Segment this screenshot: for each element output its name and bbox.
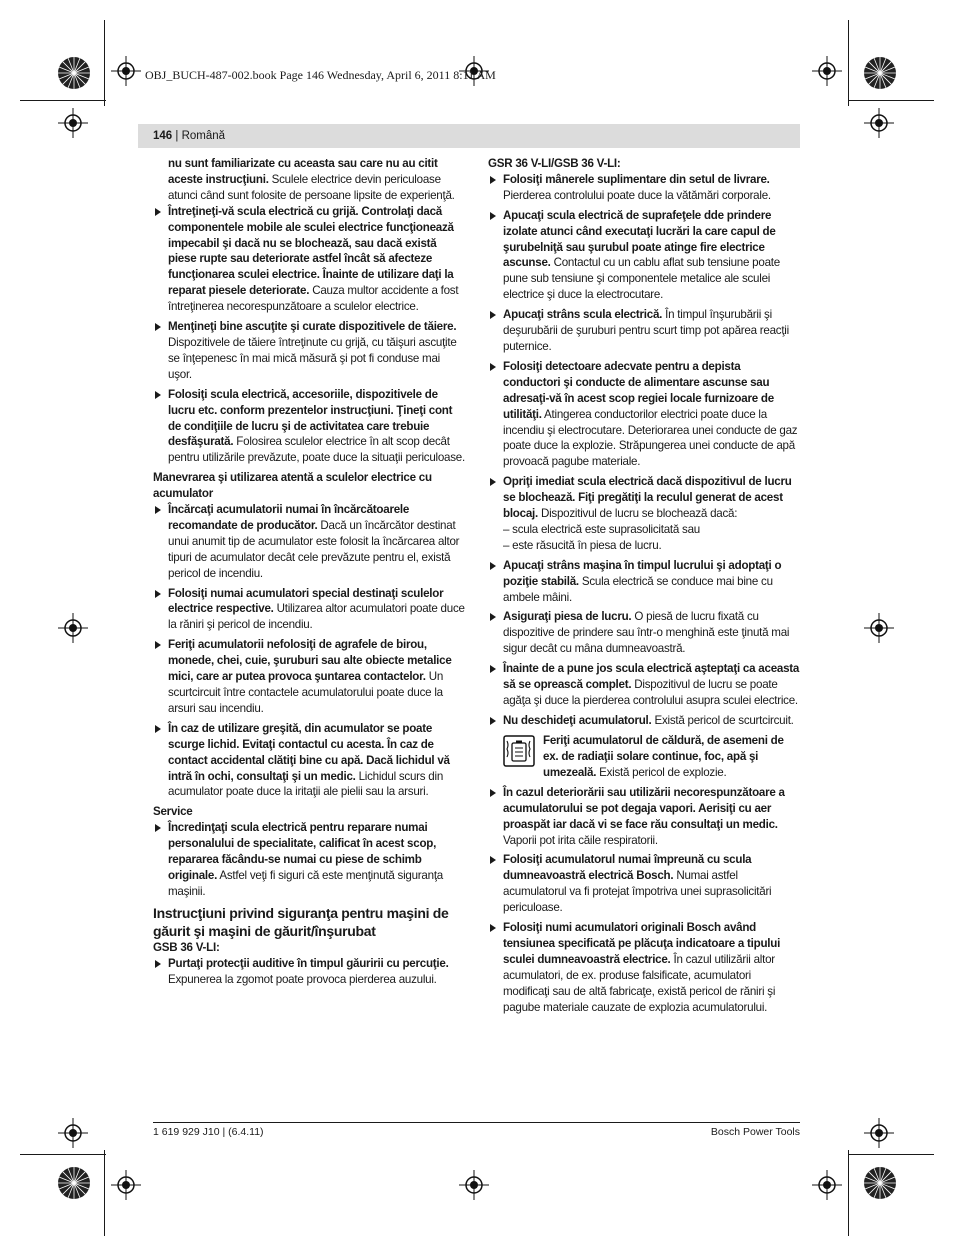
dash-item: – scula electrică este suprasolicitată sau	[503, 522, 701, 536]
registration-crosshair-icon	[111, 56, 141, 86]
bullet-icon	[155, 960, 161, 968]
registration-crosshair-icon	[58, 108, 88, 138]
bullet-icon	[490, 717, 496, 725]
registration-crosshair-icon	[812, 56, 842, 86]
battery-heat-warning-icon	[503, 735, 535, 767]
registration-rosette-icon	[57, 56, 91, 90]
header-separator: |	[172, 130, 182, 142]
list-item: Apucaţi strâns scula electrică. În timpul înşurubării şi deşurubării de şuruburi pentru scurt timp pot apărea reacţii puternice.	[488, 307, 800, 355]
bullet-icon	[155, 641, 161, 649]
list-item: Înainte de a pune jos scula electrică aşteptaţi ca aceasta să se oprească complet. Dispozitivul de lucru se poate agăţa şi duce la pierderea controlului asupra sculei electrice.	[488, 661, 800, 709]
bullet-icon	[490, 478, 496, 486]
bullet-icon	[490, 924, 496, 932]
list-item: Folosiţi scula electrică, accesoriile, dispozitivele de lucru etc. conform prezentelor instrucţiuni. Ţineţi cont de condiţiile de lucru şi de activitatea care trebuie desfăşurată. Folosirea sculelor electrice în alt scop decât pentru utilizările prevăzute, poate duce la situaţii periculoase.	[153, 387, 465, 467]
list-item: Apucaţi scula electrică de suprafeţele dde prindere izolate atunci când executaţi lucrări la care capul de şurubelniţă sau şurubul poate atinge fire electrice ascunse. Contactul cu un cablu aflat sub tensiune poate pune sub tensiune şi componentele metalice ale sculei electrice şi duce la electrocutare.	[488, 208, 800, 303]
header-language: Română	[181, 130, 226, 142]
registration-rosette-icon	[863, 56, 897, 90]
bullet-icon	[490, 856, 496, 864]
heat-warning: Feriţi acumulatorul de căldură, de asemeni de ex. de radiaţii solare continue, foc, apă şi umezeală. Există pericol de explozie.	[488, 733, 800, 781]
list-item: Încredinţaţi scula electrică pentru reparare numai personalului de specialitate, calificat în acest scop, repararea făcându-se numai cu piese de schimb originale. Astfel veţi fi siguri că este menţinută siguranţa maşinii.	[153, 820, 465, 900]
bullet-icon	[490, 176, 496, 184]
section-heading-battery: Manevrarea şi utilizarea atentă a sculelor electrice cu acumulator	[153, 471, 432, 501]
bullet-icon	[490, 562, 496, 570]
bullet-icon	[490, 613, 496, 621]
dash-item: – este răsucită în piesa de lucru.	[503, 538, 662, 552]
list-item: Feriţi acumulatorii nefolosiţi de agrafele de birou, monede, chei, cuie, şuruburi sau alte obiecte metalice mici, care ar putea provoca şuntarea contactelor. Un scurtcircuit între contactele acumulatorului poate duce la arsuri sau incendiu.	[153, 637, 465, 717]
bullet-icon	[490, 212, 496, 220]
registration-crosshair-icon	[459, 1170, 489, 1200]
registration-crosshair-icon	[812, 1170, 842, 1200]
bullet-icon	[490, 789, 496, 797]
list-item: Folosiţi mânerele suplimentare din setul de livrare. Pierderea controlului poate duce la vătămări corporale.	[488, 172, 800, 204]
list-item: Purtaţi protecţii auditive în timpul găuririi cu percuţie. Expunerea la zgomot poate provoca pierderea auzului.	[153, 956, 465, 988]
list-item: Întreţineţi-vă scula electrică cu grijă. Controlaţi dacă componentele mobile ale sculei electrice funcţionează impecabil şi dacă nu se blochează, sau dacă există piese rupte sau deteriorate astfel încât să afecteze funcţionarea sculei electrice. Înainte de utilizare daţi la reparat piesele deteriorate. Cauza multor accidente a fost întreţinerea necorespunzătoare a sculelor electrice.	[153, 204, 465, 315]
page-number: 146	[153, 130, 173, 142]
print-slug: OBJ_BUCH-487-002.book Page 146 Wednesday, April 6, 2011 8:11 AM	[145, 68, 496, 82]
section-heading-service: Service	[153, 805, 193, 819]
bullet-icon	[155, 506, 161, 514]
list-item: Asiguraţi piesa de lucru. O piesă de lucru fixată cu dispozitive de prindere sau într-o menghină este ţinută mai sigur decât cu mâna dumneavoastră.	[488, 609, 800, 657]
list-item: Apucaţi strâns maşina în timpul lucrului şi adoptaţi o poziţie stabilă. Scula electrică se conduce mai bine cu ambele mâini.	[488, 558, 800, 606]
list-item: Opriţi imediat scula electrică dacă dispozitivul de lucru se blochează. Fiţi pregătiţi la reculul generat de acest blocaj. Dispozitivul de lucru se blochează dacă: – scula electrică este suprasolicitată sau – este răsucită în piesa de lucru.	[488, 474, 800, 554]
list-item: Menţineţi bine ascuţite şi curate dispozitivele de tăiere. Dispozitivele de tăiere întreţinute cu grijă, cu tăişuri ascuţite se înţepenesc în mai mică măsură şi pot fi conduse mai uşor.	[153, 319, 465, 383]
list-item: Nu deschideţi acumulatorul. Există pericol de scurtcircuit.	[488, 713, 800, 729]
intro-continuation	[153, 156, 465, 204]
section-heading-drills: Instrucţiuni privind siguranţa pentru maşini de găurit şi maşini de găurit/înşurubat	[153, 904, 449, 939]
left-column	[153, 156, 465, 992]
registration-crosshair-icon	[58, 613, 88, 643]
footer-brand: Bosch Power Tools	[710, 1126, 800, 1138]
registration-crosshair-icon	[864, 613, 894, 643]
bullet-icon	[490, 665, 496, 673]
bullet-icon	[155, 824, 161, 832]
registration-crosshair-icon	[864, 1118, 894, 1148]
intro-text: Sculele electrice devin periculoase atunci când sunt folosite de persoane lipsite de experienţă.	[168, 172, 455, 202]
registration-rosette-icon	[57, 1166, 91, 1200]
bullet-icon	[490, 311, 496, 319]
list-item: Încărcaţi acumulatorii numai în încărcătoarele recomandate de producător. Dacă un încărcător destinat unui anumit tip de acumulator este folosit la încărcarea altor tipuri de acumulator decât cele prevăzute pentru el, există pericol de incendiu.	[153, 502, 465, 582]
section-heading-gsr: GSR 36 V-LI/GSB 36 V-LI:	[488, 157, 621, 170]
bullet-icon	[490, 363, 496, 371]
intro-bold: nu sunt familiarizate cu aceasta sau care nu au citit aceste instrucţiuni.	[168, 157, 438, 186]
header-band	[138, 124, 800, 148]
registration-rosette-icon	[863, 1166, 897, 1200]
registration-crosshair-icon	[864, 108, 894, 138]
right-column	[488, 156, 800, 1020]
list-item: În caz de utilizare greşită, din acumulator se poate scurge lichid. Evitaţi contactul cu acesta. În caz de contact accidental clătiţi bine cu apă. Dacă lichidul vă intră în ochi, consultaţi şi un medic. Lichidul scurs din acumulator poate duce la iritaţii ale pielii sau la arsuri.	[153, 721, 465, 801]
page-header	[153, 130, 225, 142]
list-item: Folosiţi detectoare adecvate pentru a depista conductori şi conducte de alimentare ascunse sau adresaţi-vă în acest scop regiei locale furnizoare de utilităţi. Atingerea conductorilor electrici poate duce la incendiu şi electrocutare. Deteriorarea unei conducte de gaz poate duce la explozie. Străpungerea unei conducte de apă provoacă pagube materiale.	[488, 359, 800, 470]
list-item: În cazul deteriorării sau utilizării necorespunzătoare a acumulatorului se pot degaja vapori. Aerisiţi cu aer proaspăt iar dacă vi se face rău consultaţi un medic. Vaporii pot irita căile respiratorii.	[488, 785, 800, 849]
footer-doc-number: 1 619 929 J10 | (6.4.11)	[153, 1126, 264, 1138]
section-heading-gsb: GSB 36 V-LI:	[153, 940, 220, 954]
bullet-icon	[155, 391, 161, 399]
registration-crosshair-icon	[111, 1170, 141, 1200]
bullet-icon	[155, 725, 161, 733]
bullet-icon	[155, 208, 161, 216]
bullet-icon	[155, 590, 161, 598]
footer-rule	[153, 1122, 800, 1123]
list-item: Folosiţi numai acumulatori special destinaţi sculelor electrice respective. Utilizarea altor acumulatori poate duce la răniri şi pericol de incendiu.	[153, 586, 465, 634]
list-item: Folosiţi acumulatorul numai împreună cu scula dumneavoastră electrică Bosch. Numai astfel acumulatorul va fi protejat împotriva unei suprasolicitări periculoase.	[488, 852, 800, 916]
list-item: Folosiţi numi acumulatori originali Bosch având tensiunea specificată pe plăcuţa indicatoare a tipului sculei dumneavoastră electrice. În cazul utilizării altor acumulatori, de ex. produse falsificate, acumulatori modificaţi sau de altă fabricaţe, există pericol de răniri şi pagube materiale cauzate de explozia acumulatorului.	[488, 920, 800, 1015]
bullet-icon	[155, 323, 161, 331]
registration-crosshair-icon	[58, 1118, 88, 1148]
